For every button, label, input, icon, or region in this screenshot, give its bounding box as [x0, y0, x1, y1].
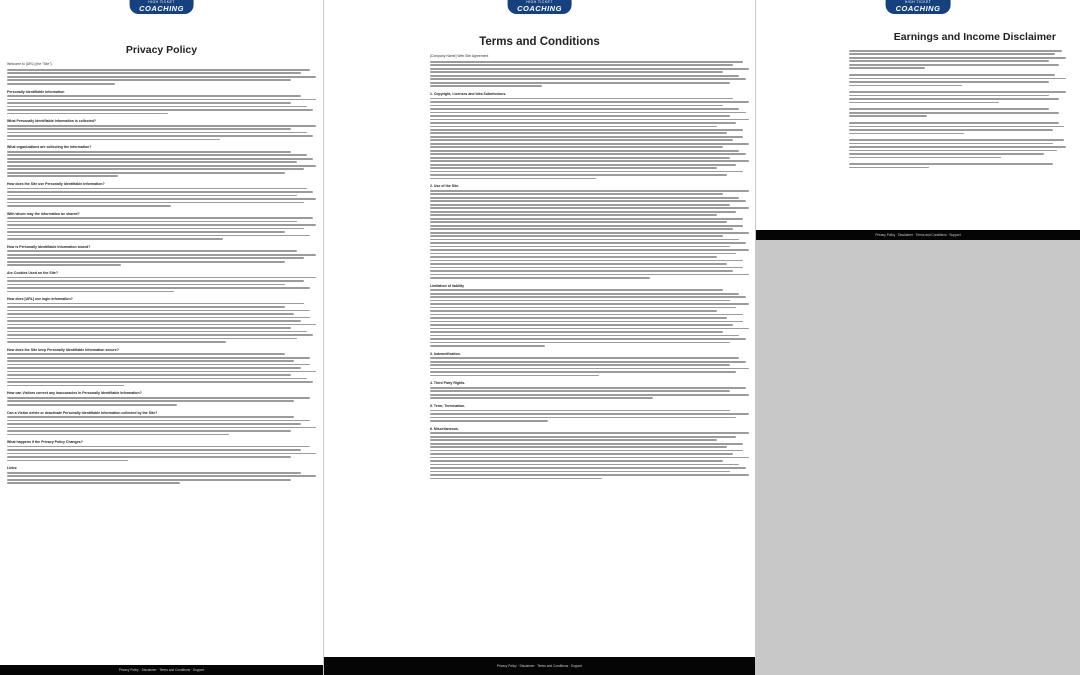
- policy-section: [7, 411, 316, 441]
- section-paragraph: [7, 188, 316, 207]
- section-heading: What Personally Identifiable Information is collected?: [7, 119, 97, 124]
- section-paragraph: [849, 50, 1066, 69]
- brand-logo[interactable]: [507, 0, 572, 14]
- section-paragraph: [7, 151, 316, 177]
- privacy-intro: Welcome to [URL] (the "Site").: [7, 62, 53, 66]
- policy-section: [430, 352, 749, 382]
- disclaimer-page: [756, 0, 1080, 240]
- section-paragraph: [849, 108, 1066, 117]
- section-heading: Can a Visitor delete or deactivate Personally Identifiable Information collected by the Site?: [7, 410, 158, 415]
- section-paragraph: [430, 387, 749, 399]
- policy-section: [849, 74, 1066, 91]
- policy-section: [7, 466, 316, 489]
- footer-link-disclaimer[interactable]: Disclaimer: [141, 668, 157, 672]
- section-heading: 2. Use of the Site.: [430, 184, 460, 189]
- footer-link-privacy-policy[interactable]: Privacy Policy: [118, 668, 139, 672]
- section-paragraph: [849, 139, 1066, 158]
- privacy-body: [7, 62, 316, 660]
- policy-section: [7, 90, 316, 120]
- section-paragraph: [7, 303, 316, 343]
- section-paragraph: [7, 472, 316, 484]
- disclaimer-body: [849, 50, 1066, 218]
- footer-link-support[interactable]: Support: [949, 233, 961, 237]
- policy-section: [430, 184, 749, 283]
- footer-link-privacy-policy[interactable]: Privacy Policy: [875, 233, 896, 237]
- footer-link-disclaimer[interactable]: Disclaimer: [898, 233, 913, 237]
- section-heading: How does the Site keep Personally Identifiable Information secure?: [7, 347, 119, 352]
- section-paragraph: [430, 190, 749, 279]
- policy-section: [430, 92, 749, 184]
- policy-section: [7, 245, 316, 271]
- footer-link-privacy-policy[interactable]: Privacy Policy: [496, 664, 517, 668]
- terms-body: [430, 54, 749, 654]
- section-heading: Limitation of liability: [430, 283, 465, 288]
- section-paragraph: [430, 289, 749, 346]
- section-heading: How does [URL] use login information?: [7, 297, 73, 302]
- policy-section: [430, 61, 749, 92]
- section-heading: How does the Site use Personally Identifiable Information?: [7, 182, 105, 187]
- section-heading: 4. Third Party Rights.: [430, 381, 466, 386]
- brand-tagline: HIGH TICKET: [526, 0, 553, 4]
- section-paragraph: [7, 250, 316, 266]
- page-title: Terms and Conditions: [479, 36, 600, 48]
- policy-section: [7, 348, 316, 392]
- policy-section: [7, 119, 316, 145]
- section-heading: How can Visitors correct any inaccuracies in Personally Identifiable Information?: [7, 391, 142, 396]
- section-paragraph: [430, 410, 749, 422]
- policy-section: [7, 391, 316, 410]
- policy-section: [7, 297, 316, 348]
- policy-section: [849, 163, 1066, 173]
- section-heading: 1. Copyright, Licenses and Idea Submissions.: [430, 92, 507, 97]
- policy-section: [849, 108, 1066, 122]
- section-heading: 6. Miscellaneous.: [430, 426, 459, 431]
- section-paragraph: [7, 277, 316, 293]
- section-paragraph: [430, 61, 749, 87]
- privacy-policy-page: [0, 0, 323, 675]
- section-heading: Personally Identifiable Information: [7, 89, 65, 94]
- section-paragraph: [430, 98, 749, 180]
- brand-tagline: HIGH TICKET: [148, 0, 175, 4]
- page-title: Earnings and Income Disclaimer: [893, 31, 1056, 43]
- policy-section: [7, 440, 316, 466]
- policy-section: [7, 271, 316, 297]
- section-paragraph: [849, 163, 1066, 168]
- section-paragraph: [430, 432, 749, 479]
- brand-tagline: HIGH TICKET: [904, 0, 932, 4]
- section-paragraph: [7, 125, 316, 141]
- section-heading: What organizations are collecting the information?: [7, 145, 92, 150]
- section-paragraph: [7, 353, 316, 386]
- footer-link-terms-and-conditions[interactable]: Terms and Conditions: [537, 664, 569, 668]
- section-heading: 3. Indemnification.: [430, 351, 461, 356]
- section-heading: Links:: [7, 466, 18, 471]
- section-paragraph: [7, 217, 316, 240]
- page-footer: Privacy Policy · Disclaimer · Terms and Conditions · Support: [0, 665, 323, 675]
- page-title: Privacy Policy: [125, 44, 198, 56]
- brand-logo[interactable]: [886, 0, 951, 14]
- section-paragraph: [7, 416, 316, 435]
- policy-section: [430, 381, 749, 404]
- section-paragraph: [7, 69, 316, 85]
- page-footer: Privacy Policy · Disclaimer · Terms and Conditions · Support: [756, 230, 1080, 240]
- section-paragraph: [430, 357, 749, 376]
- section-heading: With whom may the information be shared?: [7, 211, 80, 216]
- brand-logo[interactable]: [129, 0, 194, 14]
- footer-link-terms-and-conditions[interactable]: Terms and Conditions: [915, 233, 947, 237]
- section-heading: What happens if the Privacy Policy Changes?: [7, 440, 83, 445]
- policy-section: [430, 427, 749, 485]
- section-paragraph: [849, 74, 1066, 86]
- policy-section: [7, 182, 316, 212]
- page-footer: Privacy Policy · Disclaimer · Terms and Conditions · Support: [324, 657, 755, 675]
- section-paragraph: [7, 446, 316, 462]
- section-heading: How is Personally Identifiable Information stored?: [7, 244, 91, 249]
- policy-section: [430, 404, 749, 427]
- terms-intro: [Company Name] Web Site Agreement: [430, 54, 489, 58]
- policy-section: [849, 139, 1066, 163]
- policy-section: [7, 69, 316, 90]
- policy-section: [7, 145, 316, 182]
- footer-link-support[interactable]: Support: [192, 668, 205, 672]
- section-paragraph: [7, 95, 316, 114]
- section-heading: Are Cookies Used on the Site?: [7, 271, 58, 276]
- footer-link-disclaimer[interactable]: Disclaimer: [519, 664, 535, 668]
- terms-page: [324, 0, 755, 675]
- policy-section: [849, 91, 1066, 108]
- policy-section: [849, 50, 1066, 74]
- section-paragraph: [849, 91, 1066, 103]
- brand-name: COACHING: [517, 3, 562, 13]
- footer-link-terms-and-conditions[interactable]: Terms and Conditions: [159, 668, 191, 672]
- section-paragraph: [7, 397, 316, 406]
- footer-link-support[interactable]: Support: [570, 664, 583, 668]
- section-heading: 5. Term; Termination.: [430, 404, 466, 409]
- policy-section: [849, 122, 1066, 139]
- brand-name: COACHING: [139, 3, 184, 13]
- brand-name: COACHING: [895, 3, 941, 13]
- section-paragraph: [849, 122, 1066, 134]
- policy-section: [430, 284, 749, 352]
- policy-section: [7, 212, 316, 245]
